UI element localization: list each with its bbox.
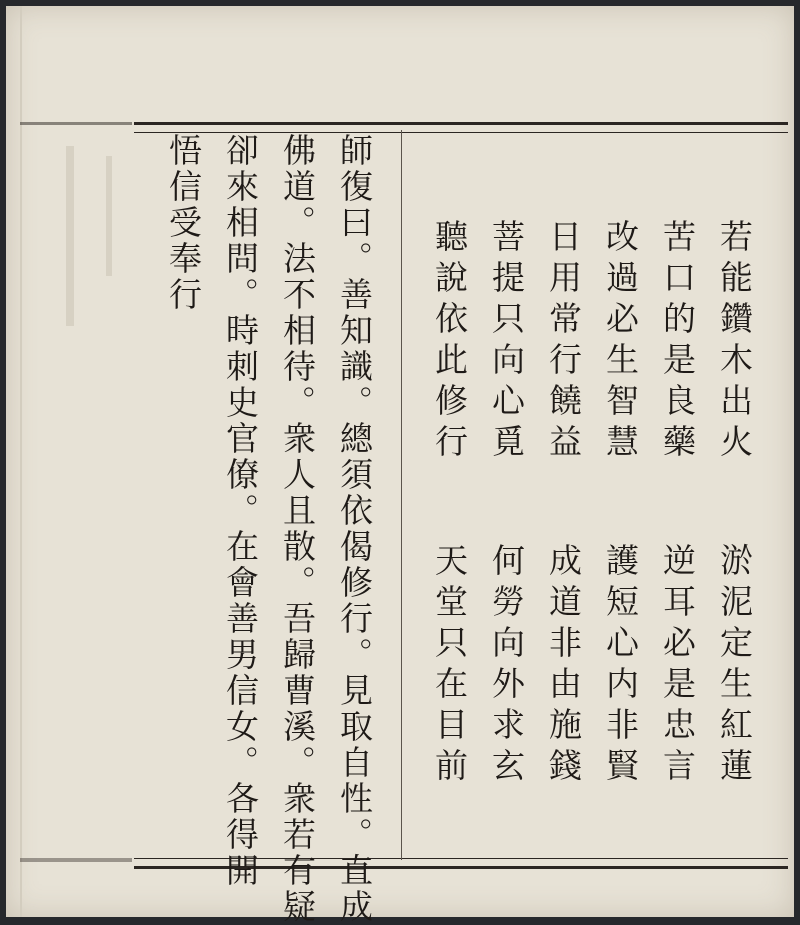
column-divider — [401, 130, 402, 860]
bleed-through-mark — [66, 146, 74, 326]
book-page — [6, 6, 794, 925]
faint-bottom-rule — [20, 858, 132, 862]
verse-column-1: 若能鑽木出火 — [715, 219, 754, 465]
verse-column-12: 天堂只在目前 — [430, 543, 469, 789]
prose-column-4: 悟信受奉行 — [164, 133, 203, 313]
top-frame-border — [134, 122, 788, 133]
verse-column-11: 何勞向外求玄 — [487, 543, 526, 789]
faint-top-rule — [20, 122, 132, 125]
prose-column-3: 卻來相問。時刺史官僚。在會善男信女。各得開 — [221, 133, 260, 889]
page-fold-line — [20, 6, 22, 917]
verse-column-10: 成道非由施錢 — [544, 543, 583, 789]
verse-column-9: 護短心内非賢 — [601, 543, 640, 789]
verse-column-2: 苦口的是良藥 — [658, 219, 697, 465]
verse-column-6: 聽說依此修行 — [430, 219, 469, 465]
verse-column-3: 改過必生智慧 — [601, 219, 640, 465]
verse-column-7: 淤泥定生紅蓮 — [715, 543, 754, 789]
verse-column-8: 逆耳必是忠言 — [658, 543, 697, 789]
prose-column-1: 師復曰。善知識。總須依偈修行。見取自性。直成 — [335, 133, 374, 925]
prose-column-2: 佛道。法不相待。衆人且散。吾歸曹溪。衆若有疑 — [278, 133, 317, 925]
verse-column-5: 菩提只向心覓 — [487, 219, 526, 465]
verse-column-4: 日用常行饒益 — [544, 219, 583, 465]
bleed-through-mark — [106, 156, 112, 276]
